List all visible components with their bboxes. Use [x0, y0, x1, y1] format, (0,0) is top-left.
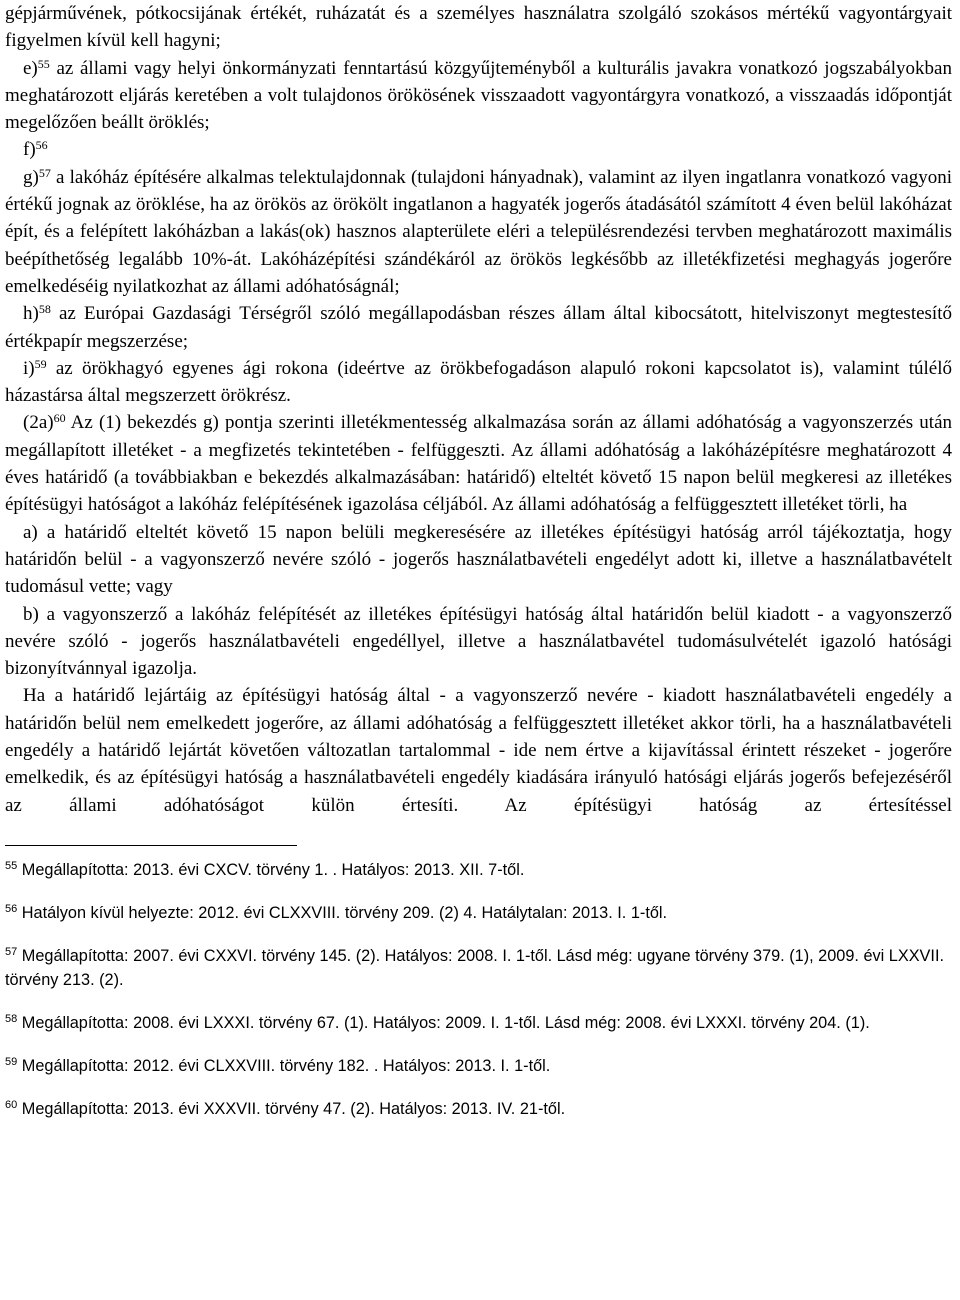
- paragraph-a: a) a határidő elteltét követő 15 napon belüli megkeresésére az illetékes építésügyi hatóság arról tájékoztatja, hogy határidőn belül - a vagyonszerző nevére szóló - jogerős használatbavételi engedélyt adott ki, illetve a használatbavételt tudomásul vette; vagy: [5, 521, 952, 598]
- footnote-number: 60: [5, 1098, 18, 1111]
- footnote-ref-60[interactable]: 60: [53, 411, 66, 426]
- point-marker: e): [23, 57, 38, 79]
- footnote-59: $^{59}$ Megállapította: 2012. évi CLXXVIII. törvény 182. . Hatályos: 2013. I. 1-től.: [5, 1055, 551, 1075]
- point-marker: i): [23, 357, 35, 379]
- paragraph-h: h)$^{58}$ az Európai Gazdasági Térségről szóló megállapodásban részes állam által kibocsátott, hitelviszonyt megtestesítő értékpapír megszerzése;: [5, 302, 952, 352]
- footnote-58: $^{58}$ Megállapította: 2008. évi LXXXI. törvény 67. (1). Hatályos: 2009. I. 1-től. Lásd még: 2008. évi LXXXI. törvény 204. (1).: [5, 1012, 870, 1032]
- footnote-56: $^{56}$ Hatályon kívül helyezte: 2012. évi CLXXVIII. törvény 209. (2) 4. Hatálytalan: 2013. I. 1-től.: [5, 902, 668, 922]
- footnote-55: $^{55}$ Megállapította: 2013. évi CXCV. törvény 1. . Hatályos: 2013. XII. 7-től.: [5, 859, 525, 879]
- footnote-number: 58: [5, 1012, 18, 1025]
- paragraph-continuation: gépjárművének, pótkocsijának értékét, ruházatát és a személyes használatra szolgáló szokásos mértékű vagyontárgyait figyelmen kívül kell hagyni;: [5, 3, 952, 52]
- footnote-ref-59[interactable]: 59: [34, 356, 47, 371]
- footnote-ref-57[interactable]: 57: [38, 165, 51, 180]
- footnote-ref-58[interactable]: 58: [38, 302, 51, 317]
- footnote-separator: [5, 845, 297, 846]
- point-marker: g): [23, 166, 39, 188]
- point-marker: f): [23, 139, 36, 161]
- paragraph-f: [5, 136, 952, 163]
- footnote-number: 56: [5, 902, 18, 915]
- main-text: [5, 0, 952, 819]
- footnote-57: $^{57}$ Megállapította: 2007. évi CXXVI. törvény 145. (2). Hatályos: 2008. I. 1-től. Lásd még: ugyane törvény 379. (1), 2009. évi LXXVII. törvény 213. (2).: [5, 945, 944, 989]
- paragraph-ha: Ha a határidő lejártáig az építésügyi hatóság által - a vagyonszerző nevére - kiadott használatbavételi engedély a határidőn belül nem emelkedett jogerőre, az állami adóhatóság a felfüggesztett illetéket akkor törli, ha a használatbavételi engedély a határidő lejártát követően változatlan tartalommal - ide nem értve a kijavítással érintett részeket - jogerőre emelkedik, és az építésügyi hatóság a használatbavételi engedély kiadására irányuló hatósági eljárás jogerős befejezéséről az állami adóhatóságot külön értesíti. Az építésügyi hatóság az értesítéssel: [5, 685, 952, 816]
- footnote-number: 57: [5, 945, 18, 958]
- paragraph-2a: $(2a)^{60}$ Az (1) bekezdés g) pontja szerinti illetékmentesség alkalmazása során az állami adóhatóság a vagyonszerzés után megállapított illetéket - a megfizetés tekintetében - felfüggeszti. Az állami adóhatóság a lakóházépítésre meghatározott 4 éves határidő (a továbbiakban e bekezdés alkalmazásában: határidő) elteltét követő 15 napon belül megkeresi az illetékes építésügyi hatóságot a lakóház felépítésének igazolása céljából. Az állami adóhatóság a felfüggesztett illetéket törli, ha: [5, 411, 952, 516]
- footnote-number: 55: [5, 859, 18, 872]
- footnote-ref-56[interactable]: 56: [35, 138, 48, 153]
- footnotes: [5, 858, 952, 1121]
- footnote-number: 59: [5, 1055, 18, 1068]
- footnote-60: $^{60}$ Megállapította: 2013. évi XXXVII. törvény 47. (2). Hatályos: 2013. IV. 21-től.: [5, 1098, 566, 1118]
- paragraph-e: e)$^{55}$ az állami vagy helyi önkormányzati fenntartású közgyűjteményből a kulturális javakra vonatkozó jogszabályokban meghatározott eljárás keretében a volt tulajdonos örökösének visszaadott vagyontárgyra vonatkozó, a visszaadás időpontját megelőzően beállt öröklés;: [5, 56, 952, 134]
- footnote-ref-55[interactable]: 55: [37, 56, 50, 71]
- paragraph-i: i)$^{59}$ az örökhagyó egyenes ági rokona (ideértve az örökbefogadáson alapuló rokoni kapcsolatot is), valamint túlélő házastársa által megszerzett örökrész.: [5, 356, 952, 407]
- paragraph-g: g)$^{57}$ a lakóház építésére alkalmas telektulajdonnak (tulajdoni hányadnak), valamint az ilyen ingatlanra vonatkozó vagyoni értékű jognak az öröklése, ha az örökös az örökölt ingatlanon a hagyaték jogerős átadásától számított 4 éven belül lakóházat épít, és a felépített lakóházban a lakás(ok) hasznos alapterülete eléri a településrendezési tervben meghatározott maximális beépíthetőség legalább 10%-át. Lakóházépítési szándékáról az örökös legkésőbb az illetékfizetési meghagyás jogerőre emelkedéséig nyilatkozhat az állami adóhatóságnál;: [5, 165, 952, 297]
- paragraph-b: b) a vagyonszerző a lakóház felépítését az illetékes építésügyi hatóság által határidőn belül kiadott - a vagyonszerző nevére szóló - jogerős használatbavételi engedéllyel, illetve a használatbavétel tudomásulvételét igazoló hatósági bizonyítvánnyal igazolja.: [5, 603, 952, 680]
- point-marker: h): [23, 303, 39, 325]
- section-marker: (2a): [23, 412, 54, 434]
